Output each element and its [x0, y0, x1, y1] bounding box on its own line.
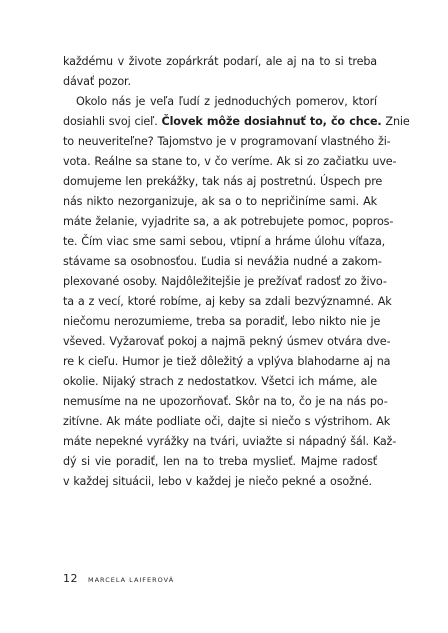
emphasized-sentence: Človek môže dosiahnuť to, čo chce. [161, 115, 382, 128]
text-line: dý si vie poradiť, len na to treba myslieť. Majme radosť [63, 455, 377, 468]
text-line: stávame sa osobnosťou. Ľudia si nevážia nudné a zakom- [63, 255, 382, 268]
text-line: vota. Reálne sa stane to, v čo veríme. Ak si zo začiatku uve- [63, 155, 397, 168]
page-footer [63, 572, 174, 586]
text-line: v každej situácii, lebo v každej je niečo pekné a osožné. [63, 475, 372, 488]
text-line: to neuveriteľne? Tajomstvo je v programovaní vlastného ži- [63, 135, 391, 148]
text-line: nás nikto nezorganizuje, ak sa o to nepričiníme sami. Ak [63, 195, 377, 208]
text-line: ta a z vecí, ktoré robíme, aj keby sa zdali bezvýznamné. Ak [63, 295, 392, 308]
text-line: okolie. Nijaký strach z nedostatkov. Všetci ich máme, ale [63, 375, 377, 388]
text-line: plexované osoby. Najdôležitejšie je prežívať radosť zo živo- [63, 275, 387, 288]
text-line: máte želanie, vyjadrite sa, a ak potrebujete pomoc, popros- [63, 215, 394, 228]
text-line: nemusíme na ne upozorňovať. Skôr na to, čo je na nás po- [63, 395, 388, 408]
body-text [63, 52, 410, 492]
page-number: 12 [63, 572, 78, 585]
text-line: re k cieľu. Humor je tiež dôležitý a vplýva blahodarne aj na [63, 355, 391, 368]
text-line: domujeme len prekážky, tak nás aj postretnú. Úspech pre [63, 175, 383, 188]
text-line: zitívne. Ak máte podliate oči, dajte si niečo s výstrihom. Ak [63, 415, 391, 428]
text-line: každému v živote zopárkrát podarí, ale aj na to si treba [63, 55, 377, 68]
running-footer-author: MARCELA LAIFEROVÁ [88, 576, 175, 584]
text-line: dávať pozor. [63, 75, 131, 88]
text-line: dosiahli svoj cieľ. Človek môže dosiahnuť to, čo chce. Znie [63, 115, 410, 128]
text-line: te. Čím viac sme sami sebou, vtipní a hráme úlohu víťaza, [63, 235, 386, 248]
text-line: Okolo nás je veľa ľudí z jednoduchých pomerov, ktorí [76, 95, 377, 108]
text-line: vševed. Vyžarovať pokoj a najmä pekný úsmev otvára dve- [63, 335, 391, 348]
text-line: niečomu nerozumieme, treba sa poradiť, lebo nikto nie je [63, 315, 381, 328]
text-line: máte nepekné vyrážky na tvári, uviažte si nápadný šál. Kaž- [63, 435, 397, 448]
